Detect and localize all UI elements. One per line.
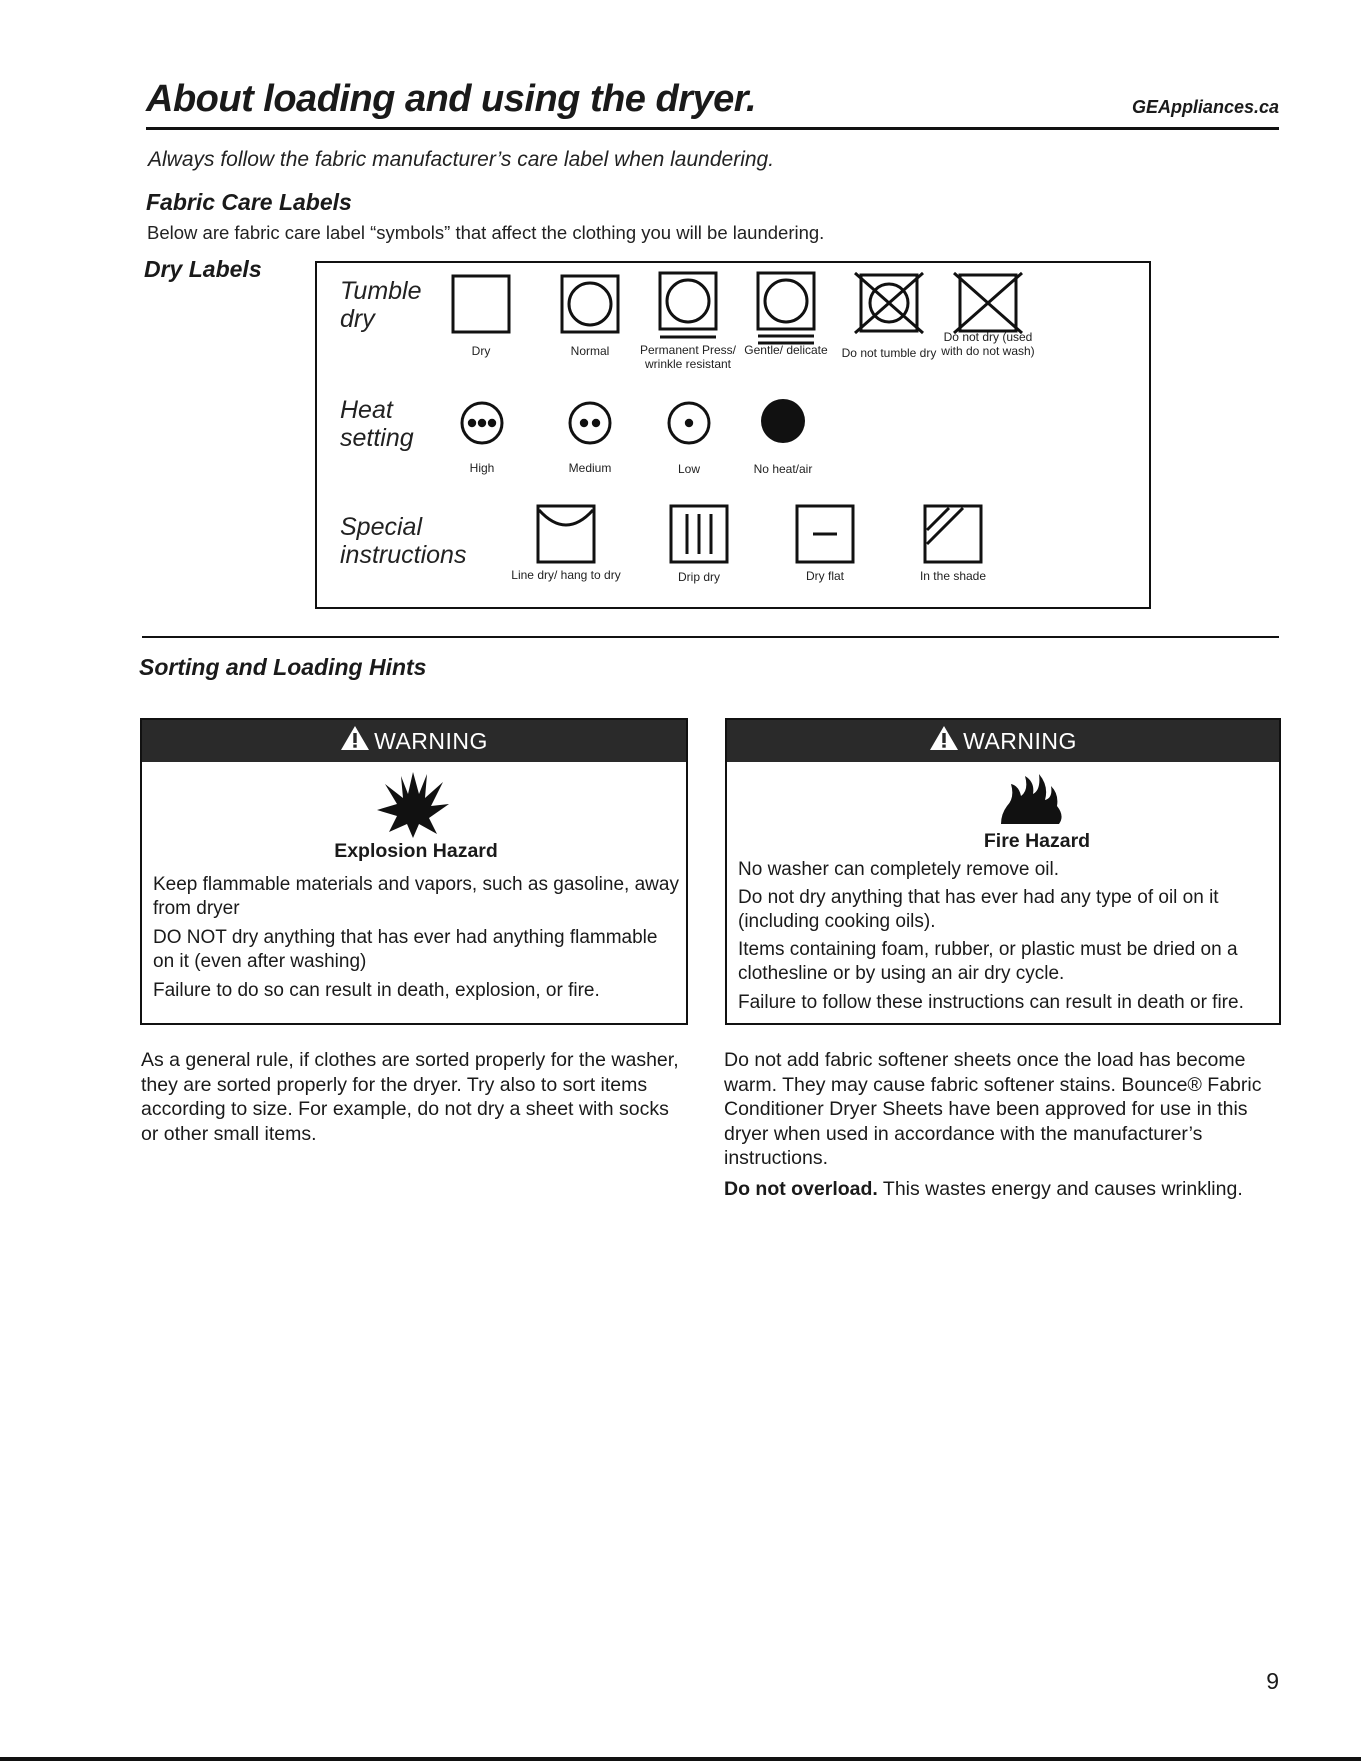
fabric-care-heading: Fabric Care Labels	[146, 189, 352, 215]
warning-line: Failure to do so can result in death, explosion, or fire.	[153, 980, 600, 1001]
overload-note-bold: Do not overload.	[724, 1178, 878, 1200]
tumble-normal-icon	[560, 274, 620, 334]
warning-line: Items containing foam, rubber, or plastic must be dried on a clothesline or by using an air dry cycle.	[738, 939, 1238, 984]
dry-flat-icon	[795, 504, 855, 564]
warning-box-explosion	[140, 718, 688, 1025]
in-the-shade-icon	[923, 504, 983, 564]
dry-labels-legend	[315, 261, 1151, 609]
tumble-permanent-press-icon	[658, 271, 718, 343]
explosion-icon	[375, 770, 451, 845]
caption-line-dry: Line dry/ hang to dry	[511, 568, 621, 582]
fabric-care-description: Below are fabric care label “symbols” that affect the clothing you will be laundering.	[147, 222, 825, 243]
row-label-line: instructions	[340, 541, 467, 569]
sorting-heading: Sorting and Loading Hints	[139, 654, 427, 680]
warning-header	[142, 720, 686, 762]
fire-icon	[999, 770, 1065, 831]
do-not-dry-icon	[952, 271, 1024, 335]
warning-line: DO NOT dry anything that has ever had anything flammable on it (even after washing)	[153, 927, 658, 972]
warning-line: Keep flammable materials and vapors, such as gasoline, away from dryer	[153, 874, 679, 919]
warning-line: Do not dry anything that has ever had any type of oil on it (including cooking oils).	[738, 887, 1219, 932]
row-label-line: Special	[340, 513, 422, 541]
row-label-line: dry	[340, 305, 375, 333]
tumble-dry-icon	[451, 274, 511, 334]
row-label-line: setting	[340, 424, 414, 452]
warning-line: Failure to follow these instructions can result in death or fire.	[738, 992, 1244, 1013]
warning-label: WARNING	[963, 727, 1077, 754]
row-label-line: Heat	[340, 396, 393, 424]
page-number: 9	[1266, 1668, 1279, 1694]
caption-dry-flat: Dry flat	[805, 569, 844, 583]
caption-permanent-press: Permanent Press/ wrinkle resistant	[639, 343, 737, 371]
line-dry-icon	[536, 504, 596, 564]
row-label-heat	[340, 396, 414, 452]
caption-do-not-tumble: Do not tumble dry	[841, 346, 937, 360]
page-title: About loading and using the dryer.	[146, 78, 757, 120]
caption-do-not-dry: Do not dry (used with do not wash)	[941, 330, 1035, 358]
title-rule	[146, 127, 1279, 130]
heat-low-icon	[666, 400, 712, 446]
hazard-title-fire: Fire Hazard	[983, 830, 1091, 852]
section-rule	[142, 636, 1279, 638]
caption-drip-dry: Drip dry	[677, 570, 720, 584]
caption-dry: Dry	[471, 344, 491, 358]
caption-high: High	[469, 461, 495, 475]
caption-normal: Normal	[570, 344, 610, 358]
row-label-tumble	[340, 277, 422, 333]
intro-text: Always follow the fabric manufacturer’s care label when laundering.	[148, 148, 775, 171]
sorting-paragraph-right: Do not add fabric softener sheets once the load has become warm. They may cause fabric softener stains. Bounce® Fabric Conditioner Dryer Sheets have been approved for use in this dryer when used in accordance with the manufacturer’s instructions.	[724, 1049, 1262, 1169]
no-heat-air-icon	[759, 397, 807, 445]
heat-medium-icon	[567, 400, 613, 446]
overload-note-text: This wastes energy and causes wrinkling.	[877, 1178, 1243, 1200]
caption-in-the-shade: In the shade	[919, 569, 987, 583]
warning-triangle-icon	[929, 725, 959, 757]
tumble-gentle-icon	[756, 271, 816, 349]
row-label-line: Tumble	[340, 277, 422, 305]
heat-high-icon	[459, 400, 505, 446]
bottom-rule	[0, 1757, 1361, 1761]
warning-line: No washer can completely remove oil.	[738, 859, 1060, 880]
caption-gentle: Gentle/ delicate	[744, 343, 828, 357]
dry-labels-heading: Dry Labels	[144, 256, 262, 282]
caption-no-heat: No heat/air	[753, 462, 813, 476]
sorting-paragraph-left: As a general rule, if clothes are sorted properly for the washer, they are sorted properly for the dryer. Try also to sort items according to size. For example, do not dry a sheet with socks or other small items.	[141, 1049, 679, 1145]
overload-note	[724, 1177, 1284, 1202]
warning-triangle-icon	[340, 725, 370, 757]
warning-header	[727, 720, 1279, 762]
warning-label: WARNING	[374, 727, 488, 754]
row-label-special	[340, 513, 466, 569]
hazard-title-explosion: Explosion Hazard	[334, 840, 498, 862]
caption-low: Low	[677, 462, 700, 476]
warning-box-fire	[725, 718, 1281, 1025]
caption-medium: Medium	[568, 461, 612, 475]
drip-dry-icon	[669, 504, 729, 564]
site-url: GEAppliances.ca	[1131, 97, 1279, 117]
do-not-tumble-dry-icon	[853, 271, 925, 335]
